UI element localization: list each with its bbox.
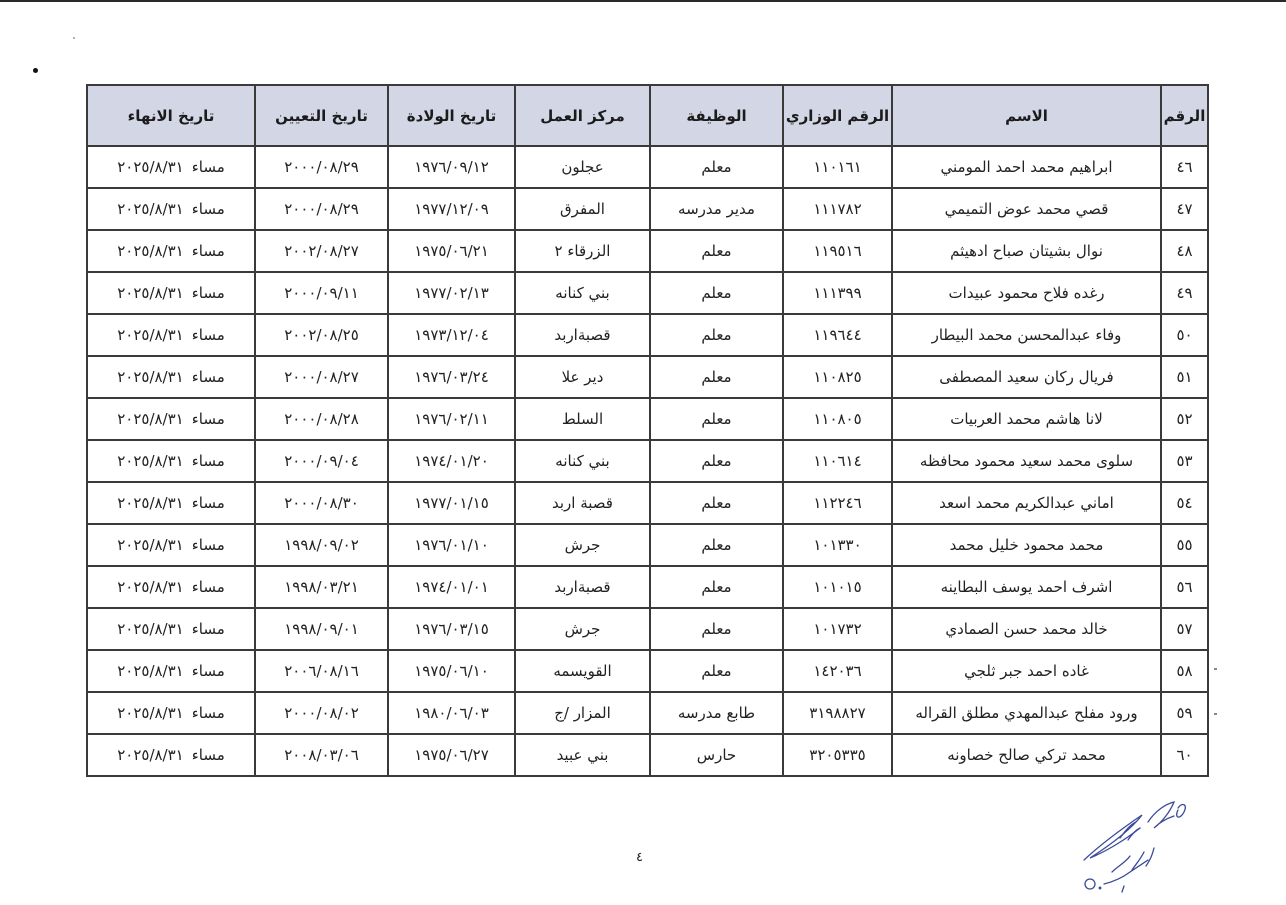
cell-appointment-date: ٢٠٠٠/٠٨/٢٩ (255, 188, 388, 230)
end-date-value: ٢٠٢٥/٨/٣١ (117, 242, 184, 260)
cell-appointment-date: ٢٠٠٠/٠٨/٣٠ (255, 482, 388, 524)
cell-name: محمد تركي صالح خصاونه (892, 734, 1161, 776)
cell-index: ٥٦ (1161, 566, 1208, 608)
end-time-label: مساء (191, 410, 225, 428)
end-time-label: مساء (191, 578, 225, 596)
cell-index: ٤٨ (1161, 230, 1208, 272)
end-date-value: ٢٠٢٥/٨/٣١ (117, 578, 184, 596)
cell-ministry-id: ١٤٢٠٣٦ (783, 650, 892, 692)
cell-end-date (87, 566, 255, 608)
cell-name: سلوى محمد سعيد محمود محافظه (892, 440, 1161, 482)
cell-end-date (87, 692, 255, 734)
end-date-value: ٢٠٢٥/٨/٣١ (117, 494, 184, 512)
cell-name: رغده فلاح محمود عبيدات (892, 272, 1161, 314)
cell-job: معلم (650, 440, 783, 482)
cell-birth-date: ١٩٧٤/٠١/٠١ (388, 566, 515, 608)
table-row (87, 566, 1208, 608)
end-time-label: مساء (191, 746, 225, 764)
cell-birth-date: ١٩٧٥/٠٦/٢١ (388, 230, 515, 272)
cell-end-date (87, 398, 255, 440)
end-date-value: ٢٠٢٥/٨/٣١ (117, 284, 184, 302)
page-number: ٤ (636, 850, 643, 865)
end-date-value: ٢٠٢٥/٨/٣١ (117, 452, 184, 470)
cell-birth-date: ١٩٧٧/٠٢/١٣ (388, 272, 515, 314)
cell-appointment-date: ٢٠٠٠/٠٩/١١ (255, 272, 388, 314)
cell-name: فريال ركان سعيد المصطفى (892, 356, 1161, 398)
cell-appointment-date: ٢٠٠٢/٠٨/٢٥ (255, 314, 388, 356)
header-job: الوظيفة (650, 85, 783, 146)
table-row (87, 188, 1208, 230)
header-birth-date: تاريخ الولادة (388, 85, 515, 146)
cell-ministry-id: ١١١٣٩٩ (783, 272, 892, 314)
cell-name: لانا هاشم محمد العربيات (892, 398, 1161, 440)
table-header-row (87, 85, 1208, 146)
header-name: الاسم (892, 85, 1161, 146)
cell-appointment-date: ٢٠٠٠/٠٨/٢٨ (255, 398, 388, 440)
cell-workplace: المزار /ج (515, 692, 650, 734)
cell-index: ٤٧ (1161, 188, 1208, 230)
header-workplace: مركز العمل (515, 85, 650, 146)
end-time-label: مساء (191, 200, 225, 218)
cell-end-date (87, 482, 255, 524)
cell-index: ٥٨ (1161, 650, 1208, 692)
end-time-label: مساء (191, 284, 225, 302)
scan-top-edge (0, 0, 1286, 2)
cell-name: محمد محمود خليل محمد (892, 524, 1161, 566)
scan-speck (73, 37, 75, 39)
cell-birth-date: ١٩٧٧/١٢/٠٩ (388, 188, 515, 230)
cell-workplace: بني كنانه (515, 440, 650, 482)
cell-appointment-date: ٢٠٠٠/٠٨/٠٢ (255, 692, 388, 734)
cell-job: معلم (650, 314, 783, 356)
cell-birth-date: ١٩٧٦/٠٩/١٢ (388, 146, 515, 188)
cell-name: خالد محمد حسن الصمادي (892, 608, 1161, 650)
cell-ministry-id: ١١٠٨٢٥ (783, 356, 892, 398)
cell-workplace: قصبةاربد (515, 566, 650, 608)
table-row (87, 314, 1208, 356)
cell-ministry-id: ١١٩٥١٦ (783, 230, 892, 272)
header-end-date: تاريخ الانهاء (87, 85, 255, 146)
cell-appointment-date: ٢٠٠٠/٠٩/٠٤ (255, 440, 388, 482)
end-time-label: مساء (191, 620, 225, 638)
cell-workplace: جرش (515, 608, 650, 650)
end-date-value: ٢٠٢٥/٨/٣١ (117, 368, 184, 386)
table-row (87, 650, 1208, 692)
cell-job: مدير مدرسه (650, 188, 783, 230)
margin-mark (1214, 668, 1217, 670)
cell-index: ٥١ (1161, 356, 1208, 398)
header-ministry-id: الرقم الوزاري (783, 85, 892, 146)
cell-end-date (87, 314, 255, 356)
table-row (87, 398, 1208, 440)
cell-workplace: بني عبيد (515, 734, 650, 776)
cell-end-date (87, 188, 255, 230)
cell-birth-date: ١٩٧٦/٠٣/١٥ (388, 608, 515, 650)
cell-ministry-id: ١٠١٧٣٢ (783, 608, 892, 650)
end-date-value: ٢٠٢٥/٨/٣١ (117, 200, 184, 218)
cell-name: اشرف احمد يوسف البطاينه (892, 566, 1161, 608)
end-date-value: ٢٠٢٥/٨/٣١ (117, 536, 184, 554)
cell-appointment-date: ٢٠٠٢/٠٨/٢٧ (255, 230, 388, 272)
cell-ministry-id: ١٠١٠١٥ (783, 566, 892, 608)
cell-birth-date: ١٩٧٥/٠٦/١٠ (388, 650, 515, 692)
cell-index: ٥٤ (1161, 482, 1208, 524)
cell-job: معلم (650, 230, 783, 272)
cell-birth-date: ١٩٨٠/٠٦/٠٣ (388, 692, 515, 734)
cell-end-date (87, 524, 255, 566)
cell-end-date (87, 608, 255, 650)
table-row (87, 692, 1208, 734)
cell-appointment-date: ١٩٩٨/٠٩/٠٢ (255, 524, 388, 566)
cell-ministry-id: ١١٩٦٤٤ (783, 314, 892, 356)
table-row (87, 146, 1208, 188)
table-row (87, 734, 1208, 776)
cell-index: ٤٦ (1161, 146, 1208, 188)
cell-workplace: المفرق (515, 188, 650, 230)
header-appointment-date: تاريخ التعيين (255, 85, 388, 146)
end-date-value: ٢٠٢٥/٨/٣١ (117, 620, 184, 638)
cell-end-date (87, 356, 255, 398)
table-row (87, 230, 1208, 272)
cell-birth-date: ١٩٧٣/١٢/٠٤ (388, 314, 515, 356)
signature-icon (1070, 800, 1200, 900)
cell-name: قصي محمد عوض التميمي (892, 188, 1161, 230)
end-date-value: ٢٠٢٥/٨/٣١ (117, 410, 184, 428)
cell-index: ٥٣ (1161, 440, 1208, 482)
cell-workplace: بني كنانه (515, 272, 650, 314)
cell-job: طابع مدرسه (650, 692, 783, 734)
cell-birth-date: ١٩٧٤/٠١/٢٠ (388, 440, 515, 482)
cell-workplace: عجلون (515, 146, 650, 188)
cell-name: اماني عبدالكريم محمد اسعد (892, 482, 1161, 524)
cell-name: ورود مفلح عبدالمهدي مطلق القراله (892, 692, 1161, 734)
cell-ministry-id: ١١٢٢٤٦ (783, 482, 892, 524)
cell-index: ٥٥ (1161, 524, 1208, 566)
cell-workplace: قصبة اربد (515, 482, 650, 524)
cell-job: معلم (650, 566, 783, 608)
cell-job: معلم (650, 482, 783, 524)
end-date-value: ٢٠٢٥/٨/٣١ (117, 158, 184, 176)
cell-appointment-date: ٢٠٠٨/٠٣/٠٦ (255, 734, 388, 776)
cell-name: نوال بشيتان صباح ادهيثم (892, 230, 1161, 272)
cell-job: معلم (650, 356, 783, 398)
cell-birth-date: ١٩٧٥/٠٦/٢٧ (388, 734, 515, 776)
cell-end-date (87, 230, 255, 272)
cell-name: ابراهيم محمد احمد المومني (892, 146, 1161, 188)
end-time-label: مساء (191, 158, 225, 176)
cell-workplace: قصبةاربد (515, 314, 650, 356)
end-date-value: ٢٠٢٥/٨/٣١ (117, 704, 184, 722)
table-body (87, 146, 1208, 776)
cell-end-date (87, 650, 255, 692)
cell-ministry-id: ١١٠٦١٤ (783, 440, 892, 482)
end-time-label: مساء (191, 662, 225, 680)
cell-ministry-id: ٣٢٠٥٣٣٥ (783, 734, 892, 776)
cell-birth-date: ١٩٧٦/٠٢/١١ (388, 398, 515, 440)
cell-index: ٥٧ (1161, 608, 1208, 650)
end-date-value: ٢٠٢٥/٨/٣١ (117, 662, 184, 680)
table-row (87, 440, 1208, 482)
cell-job: معلم (650, 608, 783, 650)
cell-birth-date: ١٩٧٦/٠١/١٠ (388, 524, 515, 566)
cell-job: حارس (650, 734, 783, 776)
cell-name: غاده احمد جبر ثلجي (892, 650, 1161, 692)
margin-mark (1214, 713, 1217, 715)
end-date-value: ٢٠٢٥/٨/٣١ (117, 746, 184, 764)
end-time-label: مساء (191, 326, 225, 344)
cell-index: ٥٢ (1161, 398, 1208, 440)
cell-workplace: السلط (515, 398, 650, 440)
cell-name: وفاء عبدالمحسن محمد البيطار (892, 314, 1161, 356)
table-row (87, 608, 1208, 650)
end-time-label: مساء (191, 452, 225, 470)
cell-index: ٤٩ (1161, 272, 1208, 314)
cell-job: معلم (650, 524, 783, 566)
cell-workplace: جرش (515, 524, 650, 566)
employee-termination-table (86, 84, 1209, 777)
cell-birth-date: ١٩٧٧/٠١/١٥ (388, 482, 515, 524)
end-time-label: مساء (191, 494, 225, 512)
cell-appointment-date: ٢٠٠٦/٠٨/١٦ (255, 650, 388, 692)
cell-birth-date: ١٩٧٦/٠٣/٢٤ (388, 356, 515, 398)
cell-end-date (87, 272, 255, 314)
cell-job: معلم (650, 398, 783, 440)
cell-job: معلم (650, 272, 783, 314)
end-time-label: مساء (191, 242, 225, 260)
cell-index: ٥٩ (1161, 692, 1208, 734)
end-date-value: ٢٠٢٥/٨/٣١ (117, 326, 184, 344)
cell-appointment-date: ٢٠٠٠/٠٨/٢٩ (255, 146, 388, 188)
cell-ministry-id: ١١١٧٨٢ (783, 188, 892, 230)
cell-appointment-date: ١٩٩٨/٠٩/٠١ (255, 608, 388, 650)
cell-workplace: دير علا (515, 356, 650, 398)
table-row (87, 356, 1208, 398)
cell-workplace: القويسمه (515, 650, 650, 692)
end-time-label: مساء (191, 536, 225, 554)
cell-end-date (87, 440, 255, 482)
table-row (87, 482, 1208, 524)
cell-ministry-id: ١١٠١٦١ (783, 146, 892, 188)
cell-appointment-date: ١٩٩٨/٠٣/٢١ (255, 566, 388, 608)
cell-end-date (87, 734, 255, 776)
cell-workplace: الزرقاء ٢ (515, 230, 650, 272)
cell-end-date (87, 146, 255, 188)
end-time-label: مساء (191, 704, 225, 722)
scan-speck (33, 68, 38, 73)
table-row (87, 524, 1208, 566)
header-index: الرقم (1161, 85, 1208, 146)
cell-index: ٦٠ (1161, 734, 1208, 776)
cell-ministry-id: ٣١٩٨٨٢٧ (783, 692, 892, 734)
end-time-label: مساء (191, 368, 225, 386)
cell-appointment-date: ٢٠٠٠/٠٨/٢٧ (255, 356, 388, 398)
cell-job: معلم (650, 146, 783, 188)
table-row (87, 272, 1208, 314)
cell-ministry-id: ١١٠٨٠٥ (783, 398, 892, 440)
cell-ministry-id: ١٠١٣٣٠ (783, 524, 892, 566)
cell-index: ٥٠ (1161, 314, 1208, 356)
cell-job: معلم (650, 650, 783, 692)
